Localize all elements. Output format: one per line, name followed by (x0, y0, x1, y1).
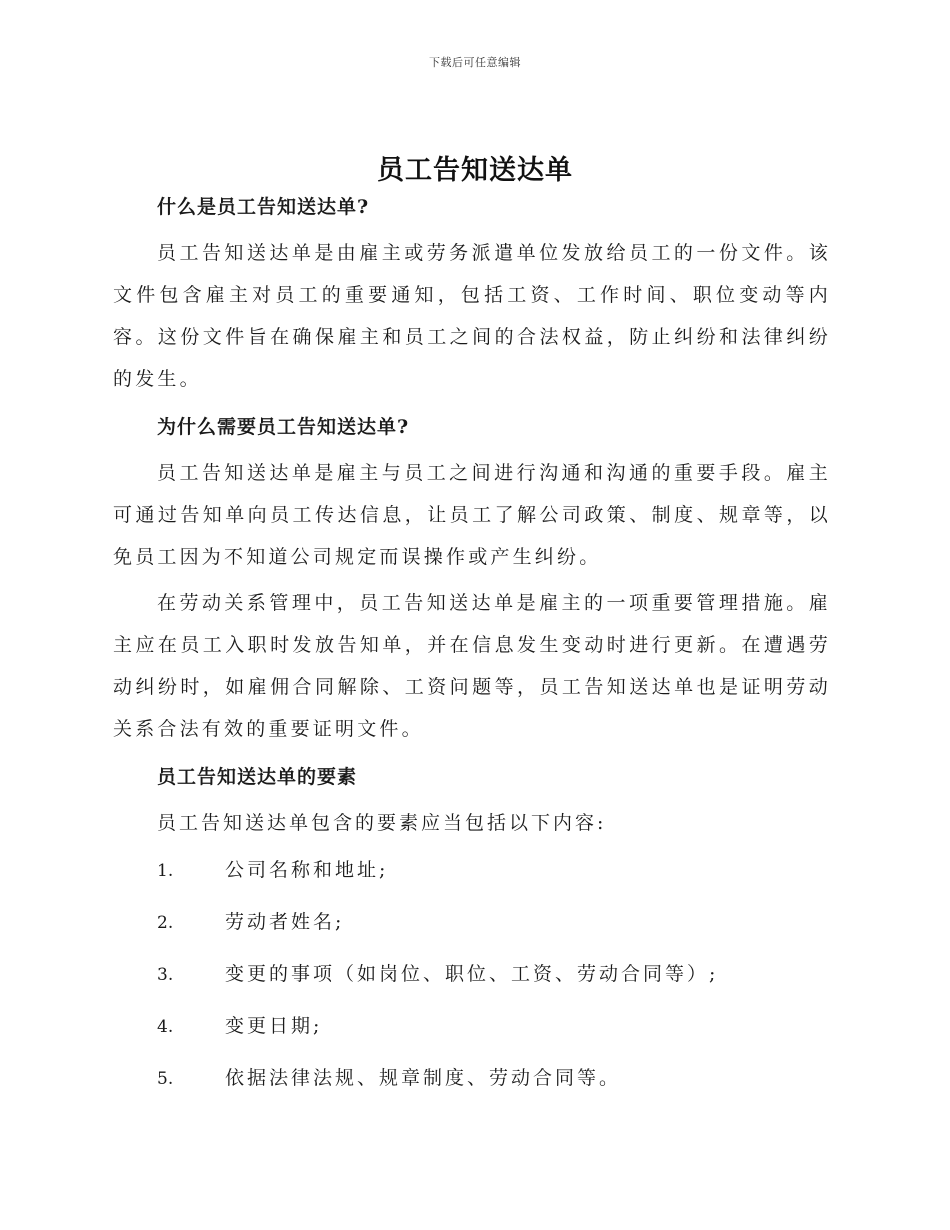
section-heading-what-is: 什么是员工告知送达单? (157, 196, 370, 218)
list-item (113, 844, 831, 896)
list-item-number: 5. (157, 1069, 174, 1089)
list-intro: 员工告知送达单包含的要素应当包括以下内容: (157, 812, 607, 834)
list-item-text: 依据法律法规、规章制度、劳动合同等。 (225, 1067, 622, 1089)
document-body (113, 190, 831, 1104)
list-item (113, 1052, 831, 1104)
paragraph: 员工告知送达单是由雇主或劳务派遣单位发放给员工的一份文件。该文件包含雇主对员工的重要通知，包括工资、工作时间、职位变动等内容。这份文件旨在确保雇主和员工之间的合法权益，防止纠纷和法律纠纷的发生。 (113, 242, 831, 390)
list-item-number: 1. (157, 861, 174, 881)
paragraph: 在劳动关系管理中，员工告知送达单是雇主的一项重要管理措施。雇主应在员工入职时发放告知单，并在信息发生变动时进行更新。在遭遇劳动纠纷时，如雇佣合同解除、工资问题等，员工告知送达单也是证明劳动关系合法有效的重要证明文件。 (113, 592, 831, 740)
list-item-text: 劳动者姓名; (225, 911, 345, 933)
paragraph: 员工告知送达单是雇主与员工之间进行沟通和沟通的重要手段。雇主可通过告知单向员工传达信息，让员工了解公司政策、制度、规章等，以免员工因为不知道公司规定而误操作或产生纠纷。 (113, 462, 831, 568)
section-heading-elements: 员工告知送达单的要素 (157, 766, 358, 788)
elements-list (113, 844, 831, 1104)
section-heading-why-needed: 为什么需要员工告知送达单? (157, 416, 410, 438)
document-title: 员工告知送达单 (377, 155, 573, 186)
list-item-text: 公司名称和地址; (225, 859, 389, 881)
list-item (113, 1000, 831, 1052)
list-item (113, 896, 831, 948)
list-item-text: 变更日期; (225, 1015, 323, 1037)
list-item-number: 4. (157, 1017, 174, 1037)
header-note: 下载后可任意编辑 (429, 56, 521, 69)
list-item-text: 变更的事项（如岗位、职位、工资、劳动合同等）; (225, 963, 719, 985)
list-item-number: 3. (157, 965, 174, 985)
list-item (113, 948, 831, 1000)
list-item-number: 2. (157, 913, 174, 933)
